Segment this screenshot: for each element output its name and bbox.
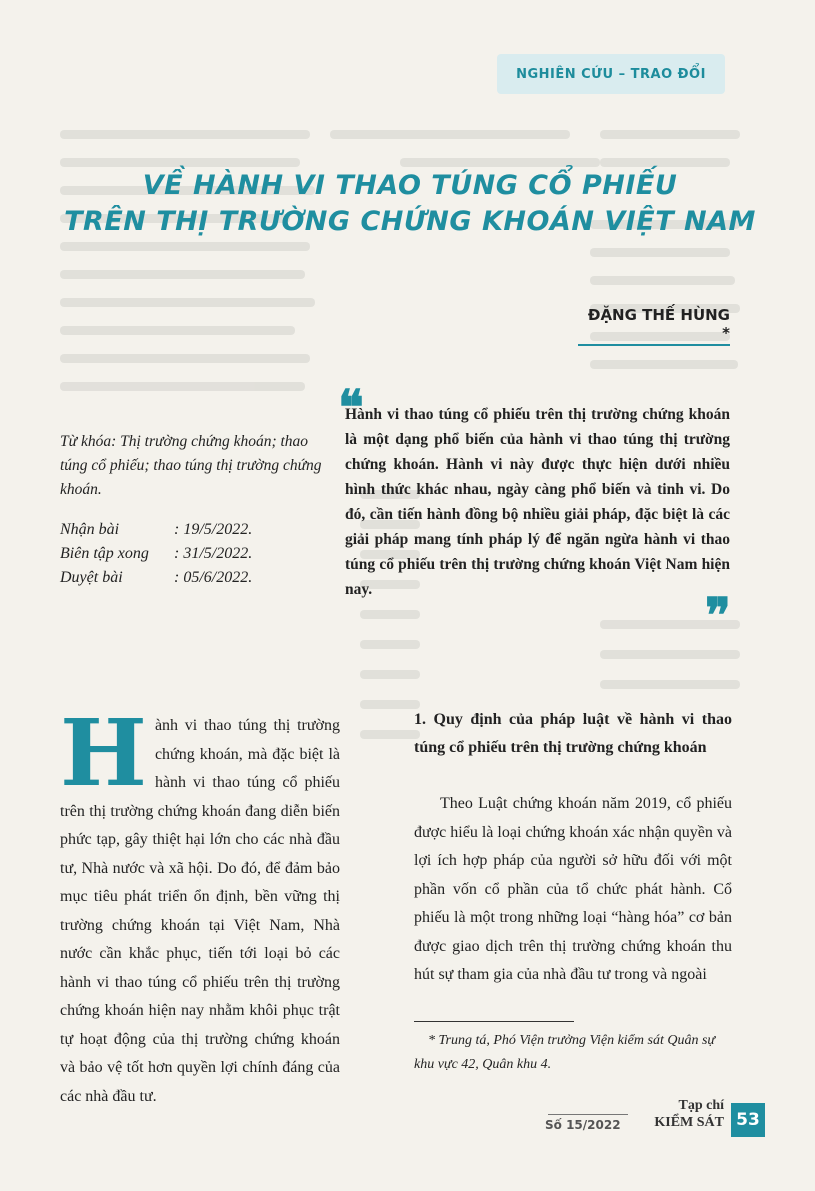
abstract: Hành vi thao túng cổ phiếu trên thị trường chứng khoán là một dạng phổ biến của hành vi thao túng thị trường chứng khoán. Hành vi này được thực hiện dưới nhiều hình thức khác nhau, ngày càng phổ biến và tinh vi. Do đó, cần tiến hành đồng bộ nhiều giải pháp, đặc biệt là các giải pháp mang tính pháp lý để ngăn ngừa hành vi thao túng cổ phiếu trên thị trường chứng khoán Việt Nam hiện nay. (345, 406, 730, 598)
author-name: ĐẶNG THẾ HÙNG * (578, 306, 730, 346)
meta-label: Duyệt bài (60, 569, 123, 586)
magazine-label: Tạp chí (678, 1098, 724, 1113)
section-tab: NGHIÊN CỨU – TRAO ĐỔI (497, 54, 725, 94)
article-title-line2: TRÊN THỊ TRƯỜNG CHỨNG KHOÁN VIỆT NAM (64, 206, 756, 237)
article-title-line1: VỀ HÀNH VI THAO TÚNG CỔ PHIẾU (142, 170, 678, 201)
meta-label: Nhận bài (60, 521, 120, 538)
close-quote-icon: ❞ (705, 588, 731, 644)
meta-value: : 19/5/2022. (174, 521, 253, 538)
drop-cap: H (60, 699, 147, 807)
footer-divider (548, 1114, 628, 1115)
issue-number: Số 15/2022 (545, 1118, 621, 1132)
intro-paragraph (60, 699, 340, 1111)
meta-label: Biên tập xong (60, 545, 149, 562)
meta-row-approved (60, 566, 322, 590)
section-heading: 1. Quy định của pháp luật về hành vi thao túng cổ phiếu trên thị trường chứng khoán (414, 711, 732, 756)
keywords: Từ khóa: Thị trường chứng khoán; thao túng cổ phiếu; thao túng thị trường chứng khoán. (60, 433, 322, 498)
meta-row-received (60, 518, 322, 542)
section-body: Theo Luật chứng khoán năm 2019, cổ phiếu được hiểu là loại chứng khoán xác nhận quyền và lợi ích hợp pháp của người sở hữu đối với một phần vốn cổ phần của tổ chức phát hành. Cổ phiếu là một trong những loại “hàng hóa” cơ bản được giao dịch trên thị trường chứng khoán thu hút sự tham gia của nhà đầu tư trong và ngoài (414, 795, 732, 983)
page-number: 53 (731, 1103, 765, 1137)
footnote: * Trung tá, Phó Viện trưởng Viện kiểm sát Quân sự khu vực 42, Quân khu 4. (414, 1033, 716, 1072)
editorial-dates (60, 518, 322, 590)
intro-text: ành vi thao túng thị trường chứng khoán, mà đặc biệt là hành vi thao túng cổ phiếu trên thị trường chứng khoán đang diễn biến phức tạp, gây thiệt hại lớn cho các nhà đầu tư, Nhà nước và xã hội. Do đó, để đảm bảo mục tiêu phát triển ổn định, bền vững thị trường chứng khoán tại Việt Nam, Nhà nước cần khắc phục, tiến tới loại bỏ các hành vi thao túng cổ phiếu trên thị trường chứng khoán hiện nay nhằm khôi phục trật tự hoạt động của thị trường chứng khoán và bảo vệ tốt hơn quyền lợi chính đáng của các nhà đầu tư. (60, 717, 340, 1105)
magazine-name: KIỂM SÁT (654, 1115, 724, 1130)
meta-row-edited (60, 542, 322, 566)
footnote-divider (414, 1021, 574, 1022)
meta-value: : 05/6/2022. (174, 569, 253, 586)
meta-value: : 31/5/2022. (174, 545, 253, 562)
open-quote-icon: ❝ (338, 380, 364, 436)
